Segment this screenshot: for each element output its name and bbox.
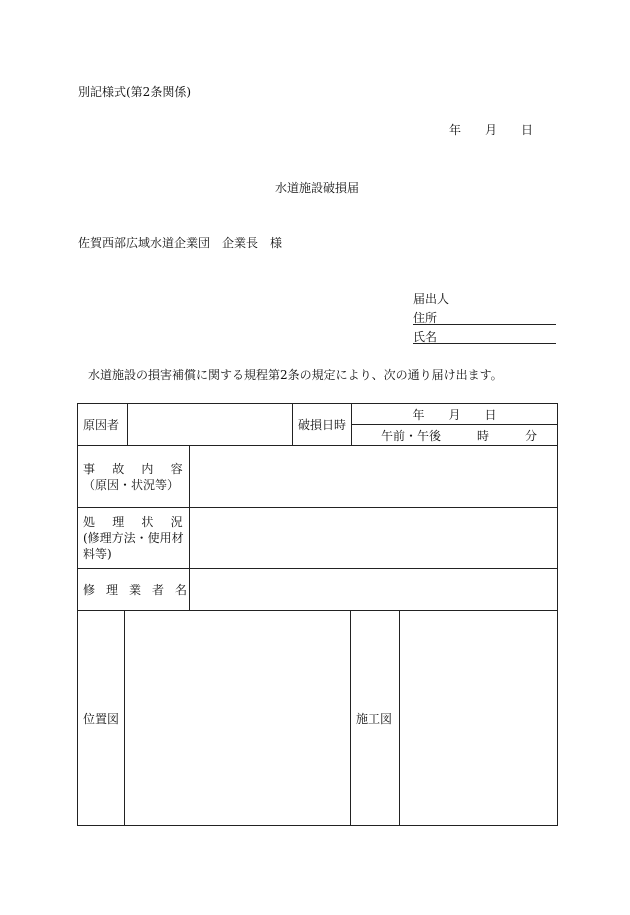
name-label: 氏名: [413, 330, 438, 344]
damage-date: 年 月 日: [412, 407, 497, 422]
repair-contractor-value-cell: [189, 568, 558, 611]
repair-contractor-label: 修 理 業 者 名: [83, 583, 187, 597]
construction-drawing-area: [399, 610, 558, 826]
location-map-area: [124, 610, 351, 826]
submission-date: 年 月 日: [449, 123, 534, 137]
repair-status-label-line3: 料等): [83, 547, 112, 561]
intro-text: 水道施設の損害補償に関する規程第2条の規定により、次の通り届け出ます。: [88, 368, 503, 382]
applicant-label: 届出人: [413, 292, 450, 306]
repair-status-label-line2: (修理方法・使用材: [83, 531, 184, 545]
location-map-label-cell: [77, 610, 125, 826]
address-underline: [413, 324, 556, 325]
incident-details-label-cell: [77, 445, 190, 508]
cause-person-value-cell: [127, 403, 293, 446]
damage-time-cell: [351, 424, 558, 446]
repair-status-label-cell: [77, 507, 190, 569]
damage-date-cell: [351, 403, 558, 425]
incident-details-label-line1: 事 故 内 容: [83, 461, 186, 476]
repair-contractor-label-cell: [77, 568, 190, 611]
repair-status-value-cell: [189, 507, 558, 569]
damage-datetime-label: 破損日時: [298, 418, 347, 432]
cause-person-label-cell: [77, 403, 128, 446]
cause-person-label: 原因者: [83, 418, 120, 432]
construction-drawing-label: 施工図: [356, 711, 393, 726]
repair-status-label-line1: 処 理 状 況: [83, 515, 186, 529]
incident-details-label-line2: （原因・状況等）: [83, 477, 180, 492]
construction-drawing-label-cell: [350, 610, 400, 826]
damage-time: 午前・午後 時 分: [381, 428, 538, 443]
form-reference: 別記様式(第2条関係): [78, 85, 191, 99]
address-label: 住所: [413, 311, 438, 325]
damage-datetime-label-cell: [292, 403, 352, 446]
incident-details-value-cell: [189, 445, 558, 508]
location-map-label: 位置図: [83, 711, 120, 726]
name-underline: [413, 343, 556, 344]
addressee: 佐賀西部広域水道企業団 企業長 様: [78, 236, 283, 250]
document-title: 水道施設破損届: [275, 181, 360, 195]
